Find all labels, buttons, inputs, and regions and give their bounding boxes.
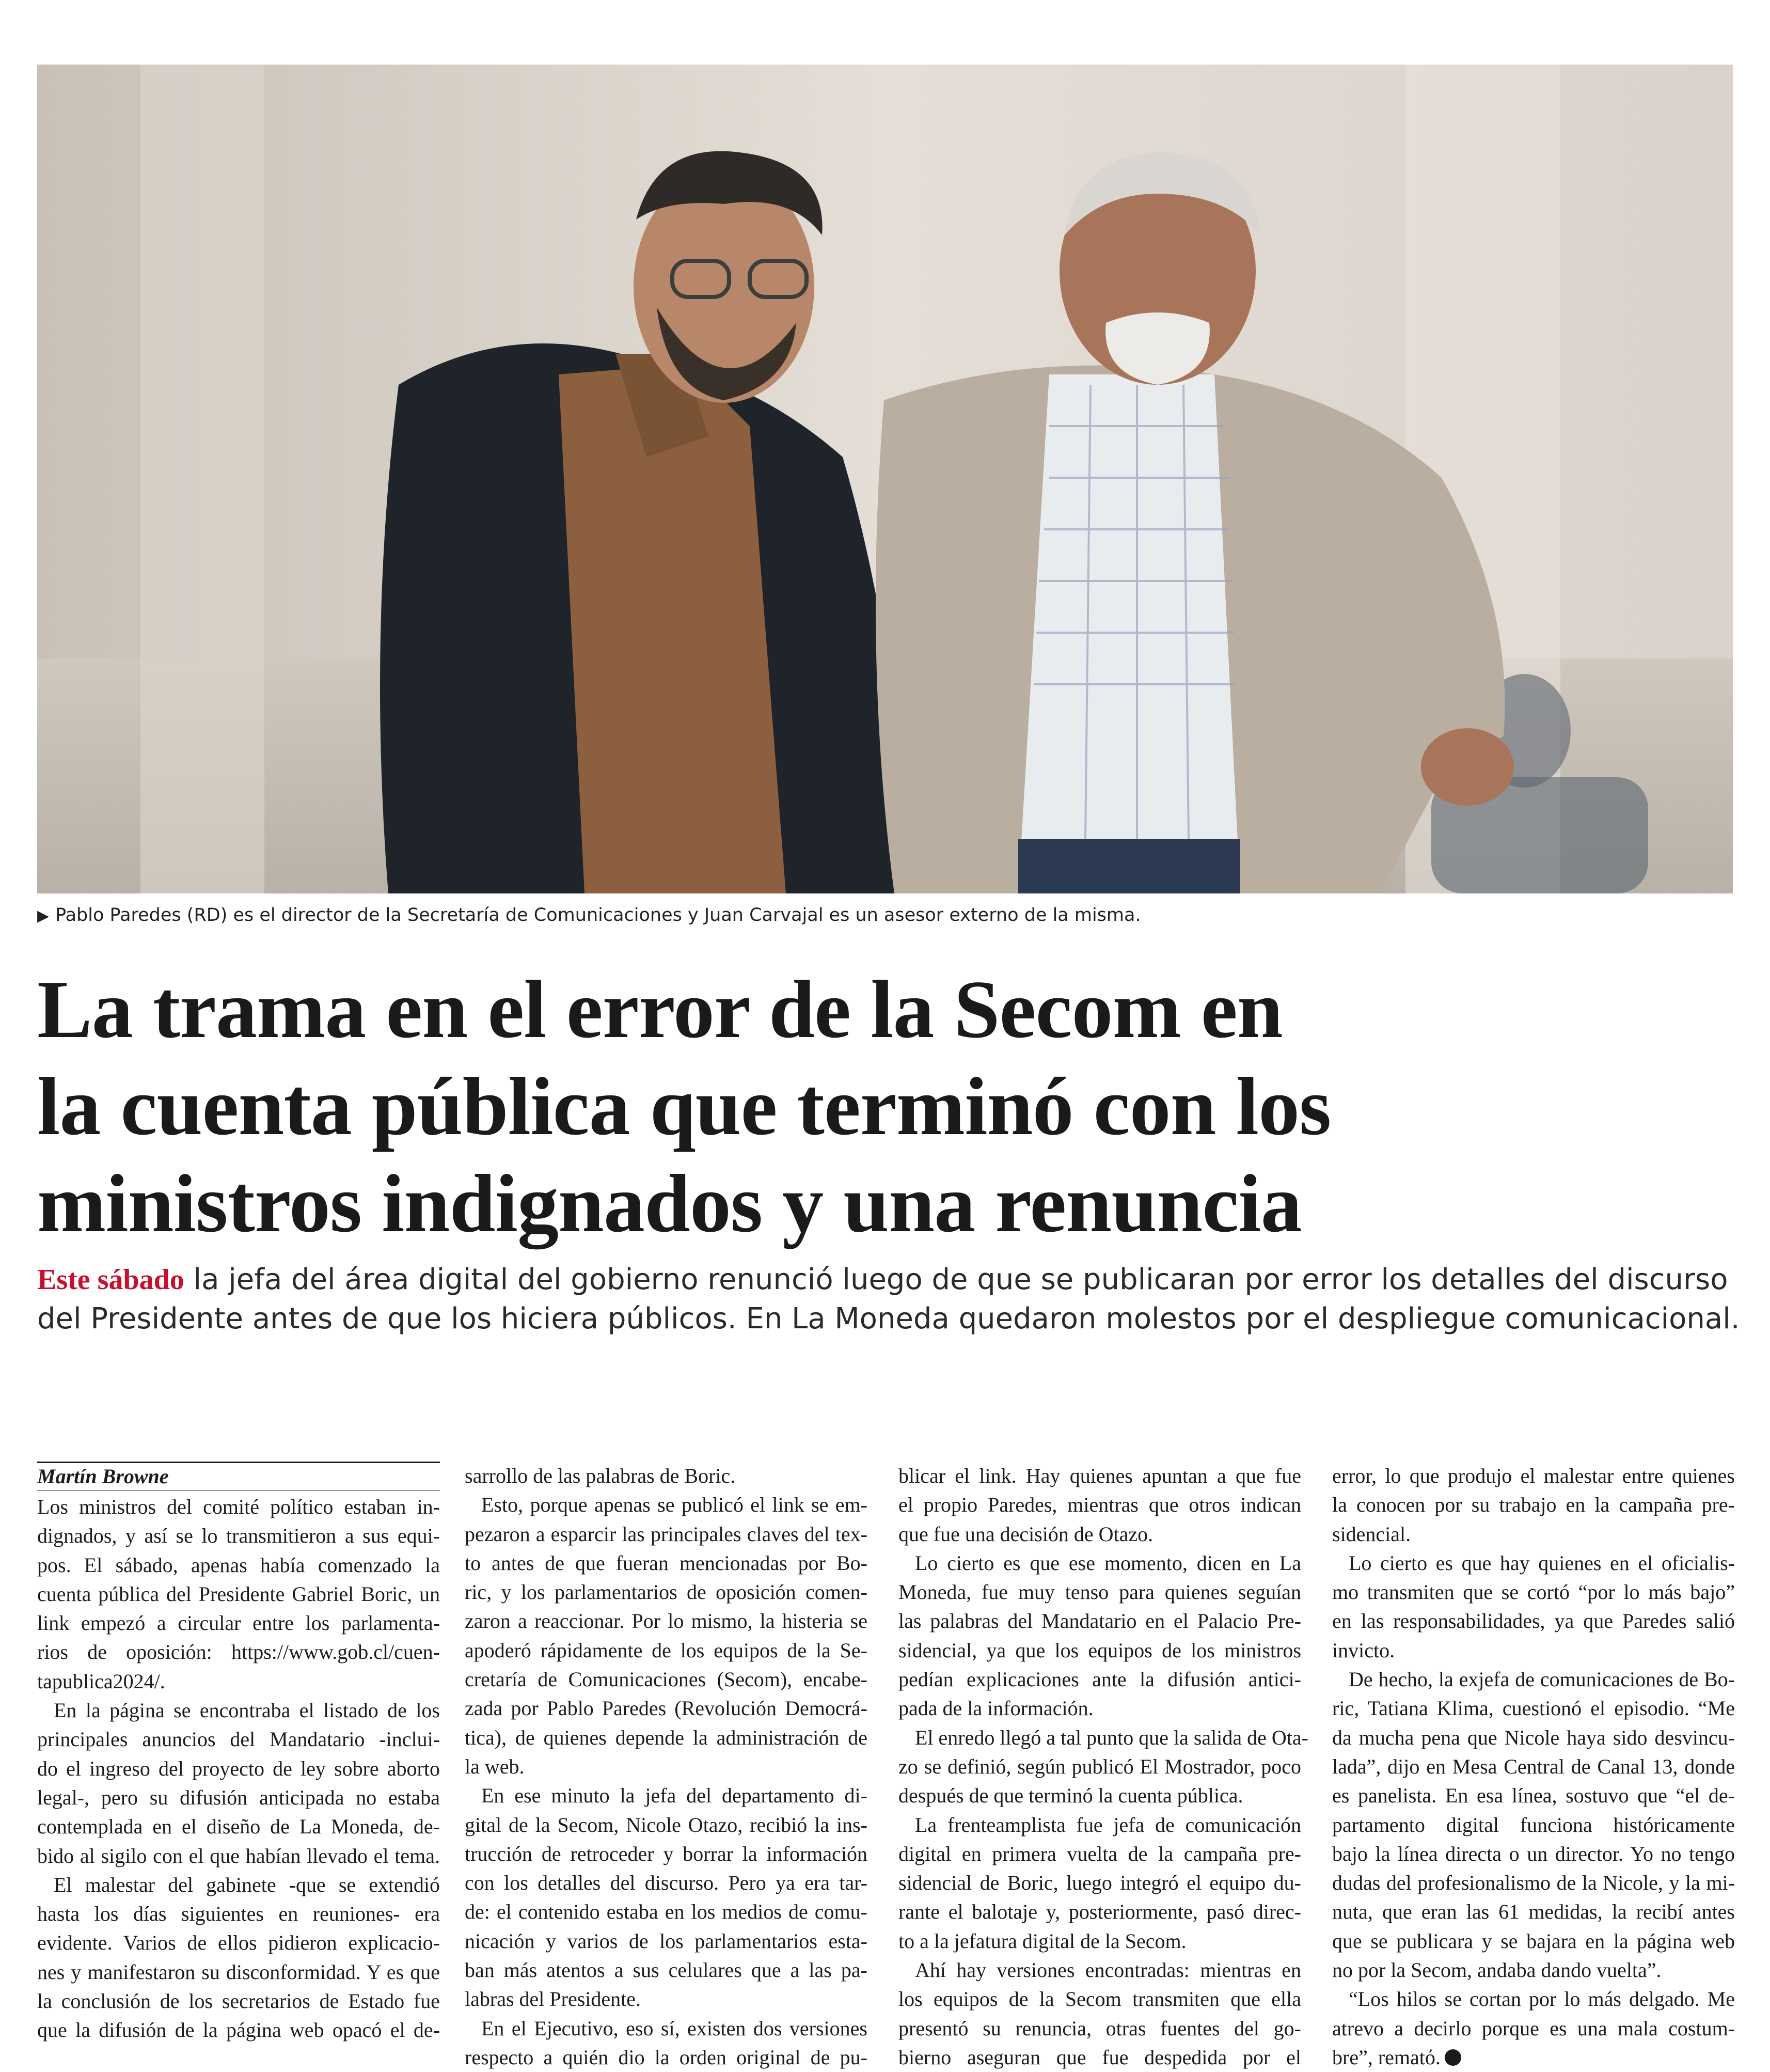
text-line: ric, y los parlamentarios de oposición comen- (465, 1580, 867, 1604)
caption-text: Pablo Paredes (RD) es el director de la Secretaría de Comunicaciones y Juan Carvajal es un asesor externo de la misma. (55, 905, 1141, 925)
text-line: blicar el link. Hay quienes apuntan a que fue (898, 1464, 1301, 1487)
text-line: labras del Presidente. (465, 1987, 641, 2011)
text-line: digital en primera vuelta de la campaña pre- (898, 1842, 1301, 1865)
headline-line: La trama en el error de la Secom en (37, 963, 1283, 1055)
photo-illustration (37, 65, 1733, 893)
text-line: pos. El sábado, apenas había comenzado la (37, 1553, 440, 1577)
text-line: que se publicara y se bajara en la página web (1332, 1929, 1735, 1953)
deck-line-1 (37, 1260, 1736, 1299)
byline: Martín Browne (37, 1462, 440, 1490)
text-line: partamento digital funciona históricamente (1332, 1813, 1735, 1836)
text-line: cuenta pública del Presidente Gabriel Boric, un (37, 1582, 440, 1606)
photo-caption (37, 904, 1733, 928)
text-line: rante el balotaje y, posteriormente, pasó direc- (898, 1900, 1301, 1924)
text-line: con los detalles del discurso. Pero ya era tar- (465, 1871, 867, 1895)
text-line: En la página se encontraba el listado de los (54, 1699, 440, 1722)
text-line: después de que terminó la cuenta pública. (898, 1784, 1243, 1808)
text-line: es panelista. En esa línea, sostuvo que “el de- (1332, 1784, 1735, 1808)
text-line: En ese minuto la jefa del departamento di- (481, 1784, 867, 1808)
final-text: bre”, rematό. (1332, 2045, 1441, 2069)
text-line: respecto a quién dio la orden original de pu- (465, 2045, 867, 2069)
text-line: trucción de retroceder y borrar la información (465, 1842, 867, 1865)
headline-line: ministros indignados y una renuncia (37, 1157, 1302, 1249)
text-line: link empezó a circular entre los parlamenta- (37, 1611, 440, 1635)
text-line: ban más atentos a sus celulares que a las pa- (465, 1958, 867, 1982)
caption-marker-icon: ▶ (37, 907, 50, 925)
text-line: invicto. (1332, 1638, 1395, 1662)
text-line: la web. (465, 1754, 525, 1778)
text-line: zada por Pablo Paredes (Revolución Democrá- (465, 1697, 867, 1720)
text-line: tapublica2024/. (37, 1669, 165, 1693)
deck-lead: Este sábado (37, 1264, 184, 1296)
text-line: zaron a reaccionar. Por lo mismo, la histeria se (465, 1609, 867, 1633)
text-line: hasta los días siguientes en reuniones- era (37, 1902, 440, 1926)
text-line: do el ingreso del proyecto de ley sobre aborto (37, 1756, 440, 1780)
text-line: que la difusión de la página web opacó el de- (37, 2018, 440, 2042)
text-line: de: el contenido estaba en los medios de comu- (465, 1900, 867, 1924)
headline-line: la cuenta pública que terminó con los (37, 1060, 1331, 1152)
text-line: nes y manifestaron su disconformidad. Y es que (37, 1960, 440, 1984)
text-line: da mucha pena que Nicole haya sido desvincu- (1332, 1725, 1735, 1749)
text-line: cretaría de Comunicaciones (Secom), encabe- (465, 1668, 867, 1691)
text-line: “Los hilos se cortan por lo más delgado. Me (1349, 1987, 1735, 2011)
text-line-final (1332, 2043, 1735, 2072)
article-column-1 (37, 1462, 440, 2061)
text-line: en las responsabilidades, ya que Paredes salió (1332, 1609, 1735, 1633)
text-line: sarrollo de las palabras de Boric. (465, 1464, 736, 1487)
deck-subheadline (37, 1260, 1740, 1339)
text-line: los equipos de la Secom transmiten que ella (898, 1987, 1301, 2011)
text-line: De hecho, la exjefa de comunicaciones de Bo- (1349, 1668, 1735, 1691)
text-line: la conocen por su trabajo en la campaña pre- (1332, 1493, 1735, 1517)
text-line: el propio Paredes, mientras que otros indican (898, 1493, 1301, 1517)
text-line: nicación y varios de los parlamentarios esta- (465, 1929, 867, 1953)
text-line: dignados, y así se lo transmitieron a sus equi- (37, 1524, 440, 1548)
text-line: legal-, pero su difusión anticipada no estaba (37, 1785, 440, 1809)
deck-text-1: la jefa del área digital del gobierno renunció luego de que se publicaran por error los detalles del discurso (184, 1263, 1728, 1296)
text-line: evidente. Varios de ellos pidieron explicacio- (37, 1931, 440, 1955)
text-line: Los ministros del comité político estaban in- (37, 1495, 440, 1518)
text-line: pada de la información. (898, 1697, 1094, 1720)
text-line: lada”, dijo en Mesa Central de Canal 13, donde (1332, 1754, 1735, 1778)
text-line: sidencial, ya que los equipos de los ministros (898, 1638, 1301, 1662)
text-line: Lo cierto es que hay quienes en el oficialis- (1349, 1551, 1735, 1575)
text-line: las palabras del Mandatario en el Palacio Pre- (898, 1609, 1301, 1633)
text-line: El malestar del gabinete -que se extendió (54, 1873, 440, 1896)
text-line: zo se definió, según publicó El Mostrador, poco (898, 1754, 1301, 1778)
text-line: to a la jefatura digital de la Secom. (898, 1929, 1187, 1953)
article-photo (37, 65, 1733, 893)
article-column-4 (1332, 1462, 1735, 2069)
text-line: tica), de quienes depende la administración de (465, 1725, 867, 1749)
text-line: apoderó rápidamente de los equipos de la Se- (465, 1638, 867, 1662)
headline (37, 961, 1736, 1252)
end-of-article-icon (1445, 2049, 1461, 2066)
text-line: sidencial. (1332, 1522, 1411, 1546)
text-line: Lo cierto es que ese momento, dicen en La (915, 1551, 1301, 1575)
text-line: sidencial de Boric, luego integró el equipo du- (898, 1871, 1301, 1895)
text-line: ric, Tatiana Klima, cuestionó el episodio. “Me (1332, 1697, 1735, 1720)
text-line: bierno aseguran que fue despedida por el (898, 2045, 1301, 2069)
text-line: gital de la Secom, Nicole Otazo, recibió la ins- (465, 1813, 867, 1836)
text-line: La frenteamplista fue jefa de comunicación (915, 1813, 1301, 1836)
text-line: Ahí hay versiones encontradas: mientras en (915, 1958, 1301, 1982)
text-line: contemplada en el diseño de La Moneda, de- (37, 1815, 440, 1839)
text-line: que fue una decisión de Otazo. (898, 1522, 1153, 1546)
text-line: atrevo a decirlo porque es una mala costum- (1332, 2016, 1735, 2040)
text-line: no por la Secom, andaba dando vuelta”. (1332, 1958, 1662, 1982)
text-line: nuta, que eran las 61 medidas, la recibí antes (1332, 1900, 1735, 1924)
text-line: pedían explicaciones ante la difusión antici- (898, 1668, 1301, 1691)
text-line: dudas del profesionalismo de la Nicole, y la mi- (1332, 1871, 1735, 1895)
text-line: la conclusión de los secretarios de Estado fue (37, 1989, 440, 2013)
text-line: mo transmiten que se cortó “por lo más bajo” (1332, 1580, 1735, 1604)
text-line: El enredo llegó a tal punto que la salida de Ota- (915, 1725, 1308, 1749)
deck-line-2: del Presidente antes de que los hiciera públicos. En La Moneda quedaron molestos por el despliegue comunicacional. (37, 1302, 1740, 1336)
text-line: rios de oposición: https://www.gob.cl/cuen- (37, 1640, 440, 1664)
text-line: pezaron a esparcir las principales claves del tex- (465, 1522, 867, 1546)
text-line: error, lo que produjo el malestar entre quienes (1332, 1464, 1735, 1487)
text-line: principales anuncios del Mandatario -inclui- (37, 1728, 440, 1751)
text-line: Esto, porque apenas se publicó el link se em- (481, 1493, 867, 1517)
text-line: En el Ejecutivo, eso sí, existen dos versiones (481, 2016, 867, 2040)
text-line: Moneda, fue muy tenso para quienes seguían (898, 1580, 1301, 1604)
text-line: bido al sigilo con el que habían llevado el tema. (37, 1844, 440, 1867)
article-column-3 (898, 1462, 1308, 2069)
text-line: to antes de que fueran mencionadas por Bo- (465, 1551, 867, 1575)
article-column-2 (465, 1462, 867, 2069)
text-line: presentó su renuncia, otras fuentes del go- (898, 2016, 1301, 2040)
text-line: bajo la línea directa o un director. Yo no tengo (1332, 1842, 1735, 1865)
